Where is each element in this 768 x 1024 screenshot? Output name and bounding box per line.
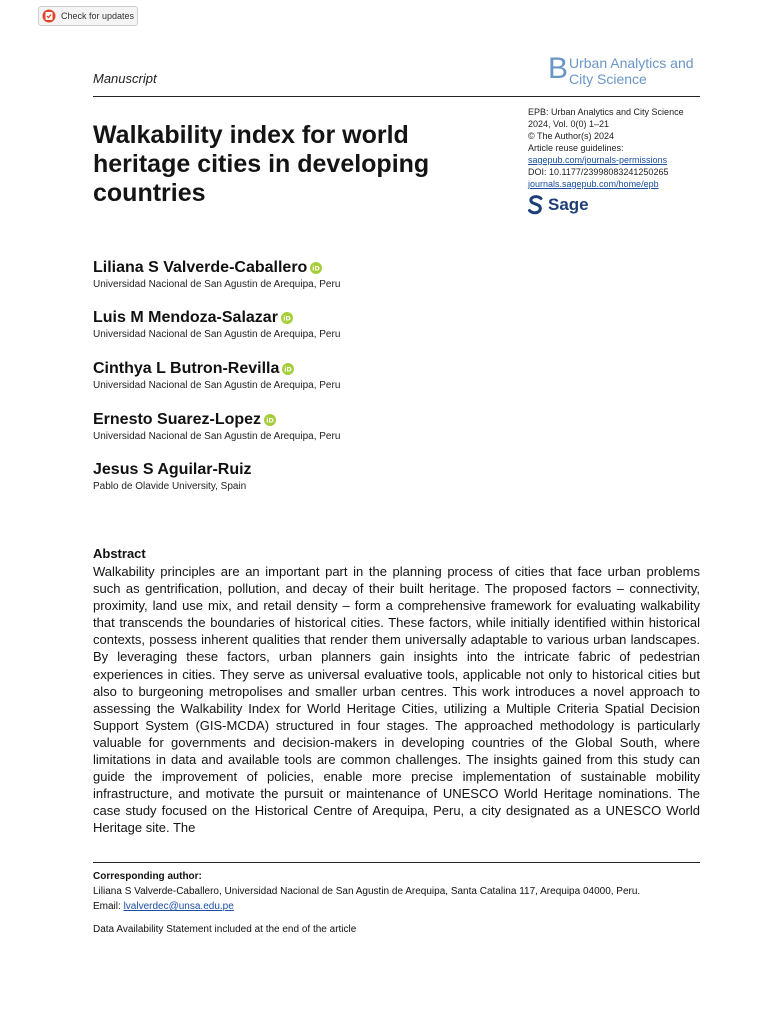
author-block — [93, 308, 593, 341]
publisher-logo — [528, 194, 589, 216]
email-link[interactable]: lvalverdec@unsa.edu.pe — [123, 901, 234, 912]
abstract-heading: Abstract — [93, 546, 146, 561]
author-affiliation: Universidad Nacional de San Agustin de Arequipa, Peru — [93, 329, 341, 340]
author-name-text: Jesus S Aguilar-Ruiz — [93, 461, 252, 478]
author-name — [93, 359, 294, 378]
orcid-icon[interactable] — [282, 363, 294, 375]
author-block — [93, 359, 593, 392]
author-name-text: Luis M Mendoza-Salazar — [93, 309, 278, 326]
reuse-guidelines-label: Article reuse guidelines: — [528, 143, 624, 153]
svg-text:iD: iD — [266, 415, 274, 424]
author-block — [93, 460, 593, 493]
author-affiliation: Universidad Nacional de San Agustin de Arequipa, Peru — [93, 279, 341, 290]
author-affiliation: Universidad Nacional de San Agustin de Arequipa, Peru — [93, 380, 341, 391]
publisher-name: Sage — [548, 195, 589, 214]
permissions-link[interactable]: sagepub.com/journals-permissions — [528, 155, 668, 165]
author-name — [93, 460, 252, 479]
svg-text:iD: iD — [283, 313, 291, 322]
journal-logo — [548, 54, 708, 90]
author-affiliation: Universidad Nacional de San Agustin de Arequipa, Peru — [93, 431, 341, 442]
corresponding-author-email — [93, 901, 234, 912]
check-for-updates-label: Check for updates — [61, 11, 135, 21]
corresponding-author-address: Liliana S Valverde-Caballero, Universidad Nacional de San Agustin de Arequipa, Santa Catalina 117, Arequipa 04000, Peru. — [93, 886, 641, 897]
journal-logo-name — [569, 55, 709, 87]
journal-logo-name-line2: City Science — [569, 71, 647, 87]
corresponding-author-heading: Corresponding author: — [93, 871, 202, 882]
journal-logo-mark: B — [548, 52, 569, 85]
data-availability-statement: Data Availability Statement included at the end of the article — [93, 924, 357, 935]
author-name — [93, 308, 293, 327]
svg-text:iD: iD — [312, 263, 321, 272]
article-title: Walkability index for world heritage cities in developing countries — [93, 121, 430, 207]
check-for-updates-button[interactable] — [38, 6, 138, 26]
author-affiliation: Pablo de Olavide University, Spain — [93, 481, 247, 492]
orcid-icon[interactable] — [310, 262, 322, 274]
orcid-icon[interactable] — [264, 414, 276, 426]
journal-volume: 2024, Vol. 0(0) 1–21 — [528, 119, 610, 129]
header-divider — [93, 96, 700, 97]
journal-info — [528, 106, 728, 190]
check-for-updates-icon — [42, 9, 56, 23]
svg-text:iD: iD — [284, 364, 293, 373]
copyright-notice: © The Author(s) 2024 — [528, 131, 615, 141]
sage-s-icon — [528, 195, 543, 215]
abstract-text: Walkability principles are an important part in the planning process of cities that face urban problems such as gentrification, pollution, and decay of their built heritage. The proposed factors – connectivity, proximity, land use mix, and retail density – form a comprehensive framework for evaluating walkability that transcends the boundaries of historical cities. These factors, while initially identified within historical contexts, possess inherent qualities that render them universally adaptable to various urban landscapes. By leveraging these factors, urban planners gain insights into the intricate fabric of pedestrian experiences in cities. They serve as universal evaluative tools, applicable not only to historical cities but also to burgeoning metropolises and smaller urban centres. This work introduces a novel approach to assessing the Walkability Index for World Heritage Cities, utilizing a Multiple Criteria Spatial Decision Support System (GIS-MCDA) structured in four stages. The approached methodology is particularly valuable for governments and decision-makers in developing countries of the Global South, where limitations in data and available tools are common challenges. The insights gained from this study can guide the improvement of policies, enable more precise implementation of sustainable mobility infrastructure, and motivate the pursuit or maintenance of UNESCO World Heritage nominations. The case study focused on the Historical Centre of Arequipa, Peru, a city designated as a UNESCO World Heritage site. The — [93, 564, 700, 836]
journal-home-link[interactable]: journals.sagepub.com/home/epb — [528, 179, 659, 189]
journal-logo-name-line1: Urban Analytics and — [569, 55, 694, 71]
author-name-text: Liliana S Valverde-Caballero — [93, 259, 308, 276]
email-label: Email: — [93, 901, 121, 912]
author-name-text: Cinthya L Butron-Revilla — [93, 360, 280, 377]
author-block — [93, 410, 593, 443]
author-name-text: Ernesto Suarez-Lopez — [93, 411, 262, 428]
author-name — [93, 258, 322, 277]
doi-text: DOI: 10.1177/23998083241250265 — [528, 167, 669, 177]
manuscript-label: Manuscript — [93, 71, 157, 86]
author-block — [93, 258, 593, 291]
orcid-icon[interactable] — [281, 312, 293, 324]
journal-citation: EPB: Urban Analytics and City Science — [528, 107, 684, 117]
footer-divider — [93, 862, 700, 863]
author-name — [93, 410, 276, 429]
